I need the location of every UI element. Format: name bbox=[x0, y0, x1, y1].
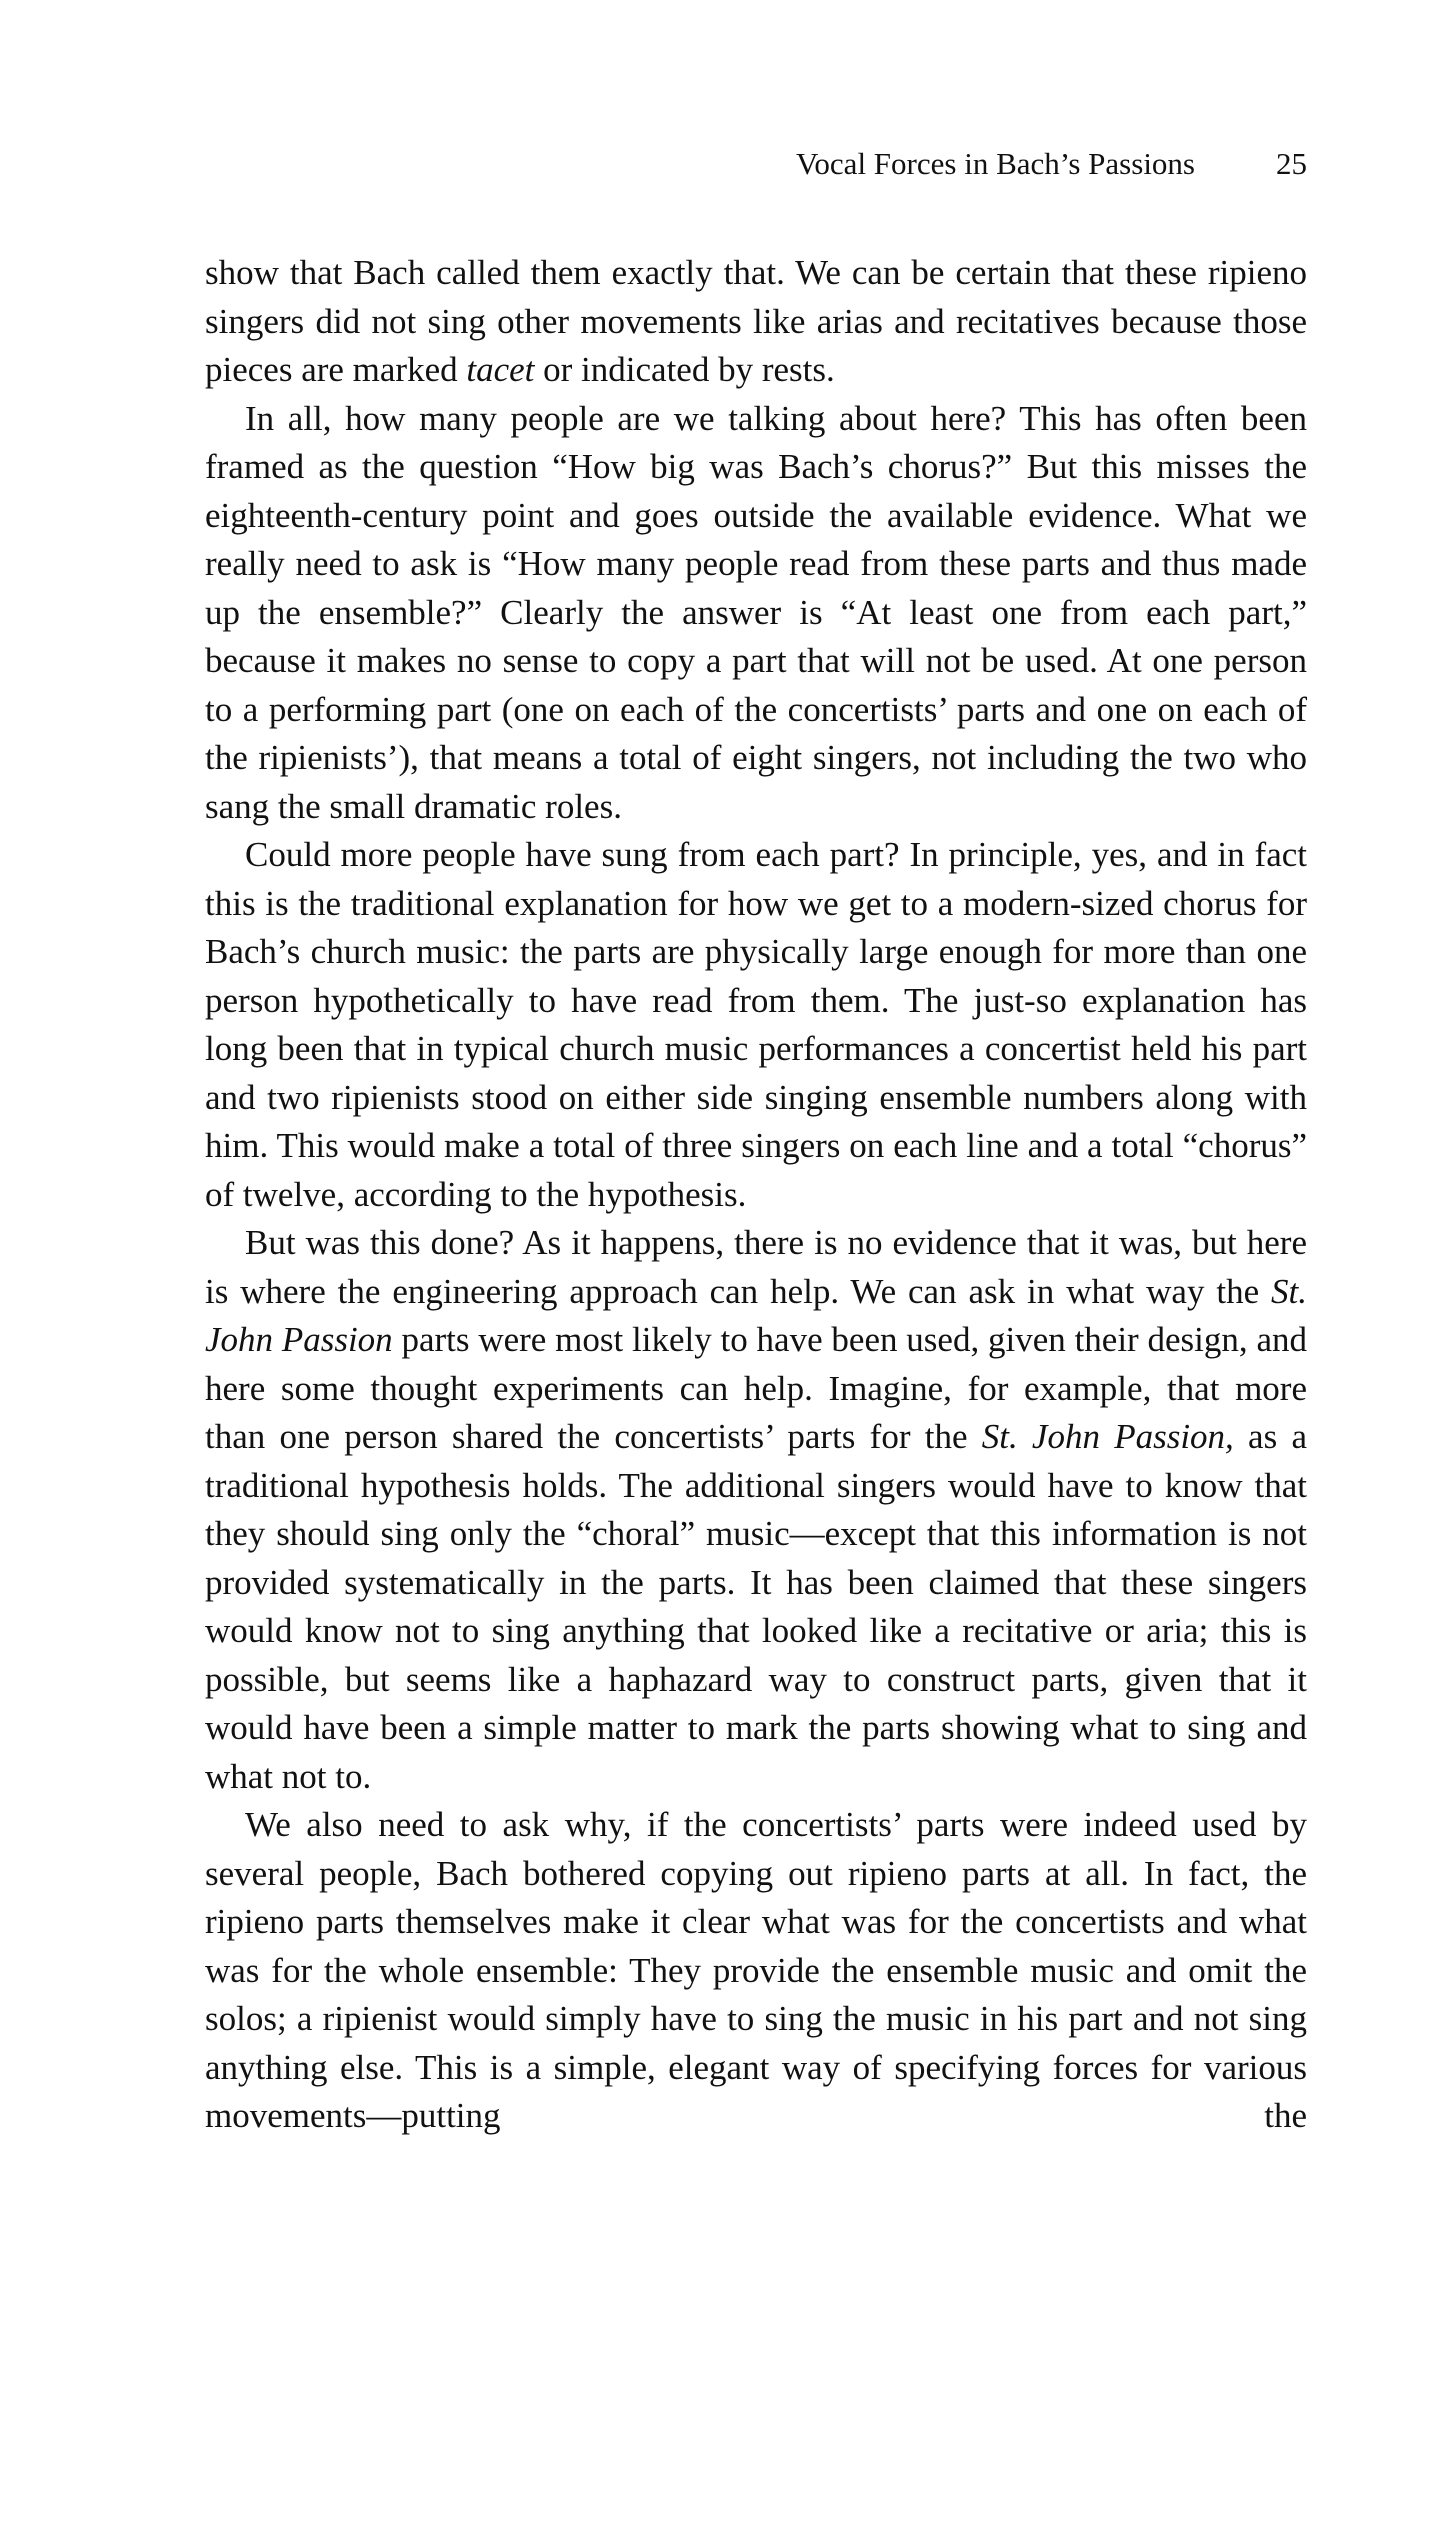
paragraph-2 bbox=[205, 395, 1307, 832]
paragraph-text: In all, how many people are we talking about here? This has often been framed as the question “How big was Bach’s chorus?” But this misses the eighteenth-century point and goes outside the available evidence. What we really need to ask is “How many people read from these parts and thus made up the ensemble?” Clearly the answer is “At least one from each part,” because it makes no sense to copy a part that will not be used. At one person to a performing part (one on each of the concertists’ parts and one on each of the ripienists’), that means a total of eight singers, not including the two who sang the small dramatic roles. bbox=[205, 398, 1307, 826]
paragraph-4 bbox=[205, 1219, 1307, 1801]
paragraph-text: as a traditional hypothesis holds. The additional singers would have to know that they should sing only the “choral” music—except that this information is not provided systematically in the parts. It has been claimed that these singers would know not to sing anything that looked like a recitative or aria; this is possible, but seems like a haphazard way to construct parts, given that it would have been a simple matter to mark the parts showing what to sing and what not to. bbox=[205, 1417, 1307, 1796]
paragraph-text: We also need to ask why, if the concertists’ parts were indeed used by several people, Bach bothered copying out ripieno parts at all. In fact, the ripieno parts themselves make it clear what was for the concertists and what was for the whole ensemble: They provide the ensemble music and omit the solos; a ripienist would simply have to sing the music in his part and not sing anything else. This is a simple, elegant way of specifying forces for various movements—putting the bbox=[205, 1805, 1307, 2135]
italic-title-st-john-passion: St. John Passion bbox=[205, 1271, 1307, 1359]
page-number: 25 bbox=[1276, 146, 1307, 181]
paragraph-3 bbox=[205, 831, 1307, 1219]
paragraph-text: or indicated by rests. bbox=[534, 350, 835, 389]
paragraph-text: parts were most likely to have been used, given their design, and here some thought experiments can help. Imagine, for example, that more than one person shared the concertists’ parts for the bbox=[205, 1320, 1307, 1456]
italic-title-st-john-passion: St. John Passion, bbox=[981, 1417, 1234, 1456]
paragraph-1 bbox=[205, 249, 1307, 395]
paragraph-text: But was this done? As it happens, there is no evidence that it was, but here is where the engineering approach can help. We can ask in what way the bbox=[205, 1223, 1307, 1311]
paragraph-text: Could more people have sung from each part? In principle, yes, and in fact this is the traditional explanation for how we get to a modern-sized chorus for Bach’s church music: the parts are physically large enough for more than one person hypothetically to have read from them. The just-so explanation has long been that in typical church music performances a concertist held his part and two ripienists stood on either side singing ensemble numbers along with him. This would make a total of three singers on each line and a total “chorus” of twelve, according to the hypothesis. bbox=[205, 835, 1307, 1214]
paragraph-5 bbox=[205, 1801, 1307, 2141]
running-head bbox=[205, 142, 1307, 186]
italic-term-tacet: tacet bbox=[466, 350, 535, 389]
running-title: Vocal Forces in Bach’s Passions bbox=[796, 146, 1195, 181]
paragraph-text: show that Bach called them exactly that. We can be certain that these ripieno singers did not sing other movements like arias and recitatives because those pieces are marked bbox=[205, 253, 1307, 389]
body-text bbox=[205, 249, 1307, 2141]
